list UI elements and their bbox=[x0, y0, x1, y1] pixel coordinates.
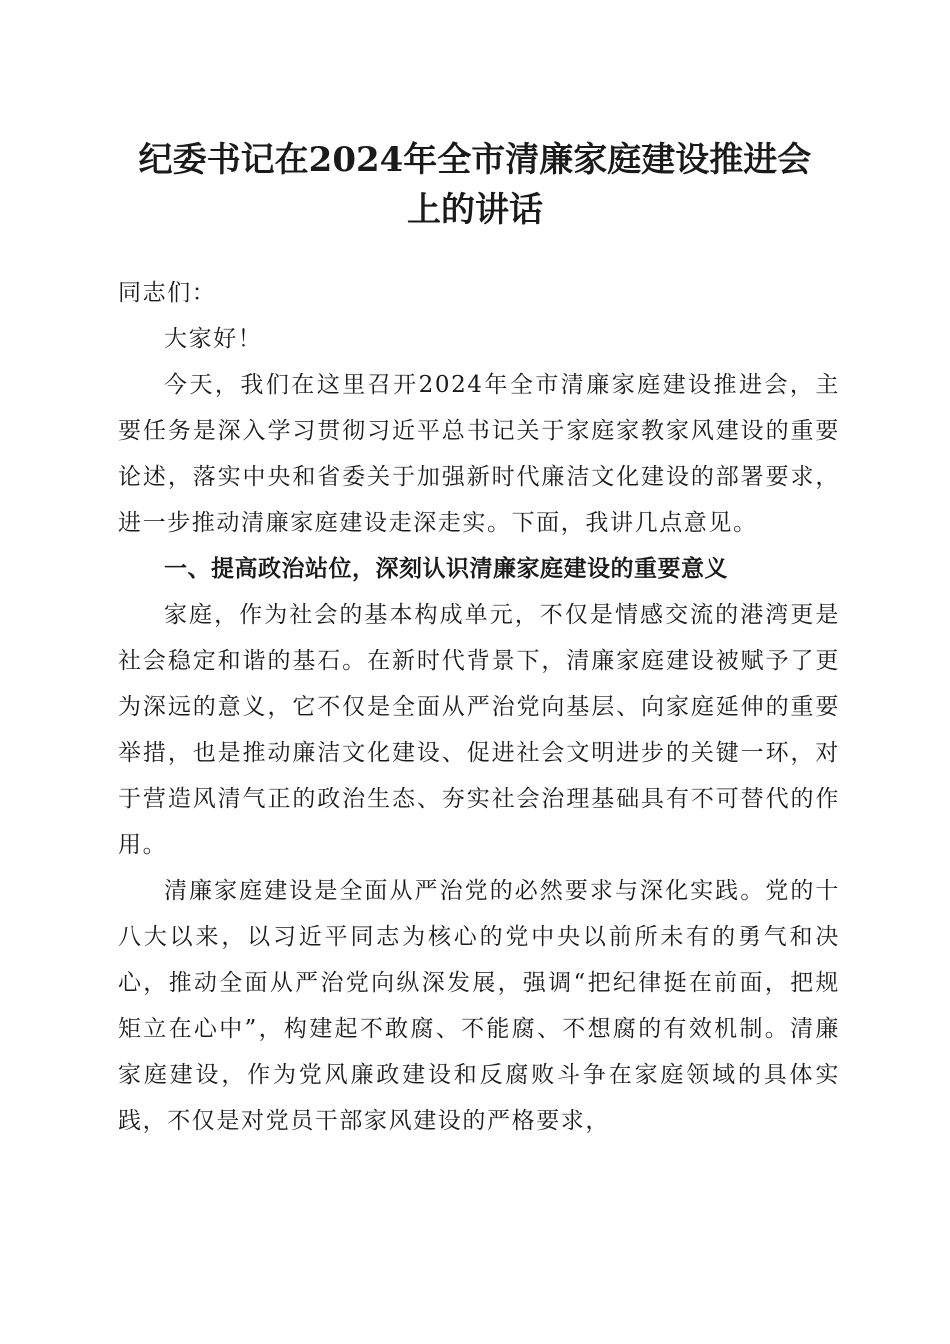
section-heading-1: 一、提高政治站位，深刻认识清廉家庭建设的重要意义 bbox=[164, 556, 728, 582]
page-title bbox=[100, 135, 850, 235]
paragraph-2: 清廉家庭建设是全面从严治党的必然要求与深化实践。党的十八大以来，以习近平同志为核心的党中央以前所未有的勇气和决心，推动全面从严治党向纵深发展，强调“把纪律挺在前面，把规矩立在心中”，构建起不敢腐、不能腐、不想腐的有效机制。清廉家庭建设，作为党风廉政建设和反腐败斗争在家庭领域的具体实践，不仅是对党员干部家风建设的严格要求， bbox=[118, 878, 840, 1134]
intro-paragraph: 今天，我们在这里召开2024年全市清廉家庭建设推进会，主要任务是深入学习贯彻习近平总书记关于家庭家教家风建设的重要论述，落实中央和省委关于加强新时代廉洁文化建设的部署要求，进一步推动清廉家庭建设走深走实。下面，我讲几点意见。 bbox=[118, 372, 840, 536]
document-body bbox=[118, 270, 840, 1144]
title-line-2: 上的讲话 bbox=[407, 190, 543, 230]
title-line-1: 纪委书记在2024年全市清廉家庭建设推进会 bbox=[138, 140, 812, 180]
paragraph-1: 家庭，作为社会的基本构成单元，不仅是情感交流的港湾更是社会稳定和谐的基石。在新时代背景下，清廉家庭建设被赋予了更为深远的意义，它不仅是全面从严治党向基层、向家庭延伸的重要举措，也是推动廉洁文化建设、促进社会文明进步的关键一环，对于营造风清气正的政治生态、夯实社会治理基础具有不可替代的作用。 bbox=[118, 602, 840, 858]
greeting: 大家好！ bbox=[164, 326, 263, 352]
salutation: 同志们： bbox=[118, 280, 217, 306]
